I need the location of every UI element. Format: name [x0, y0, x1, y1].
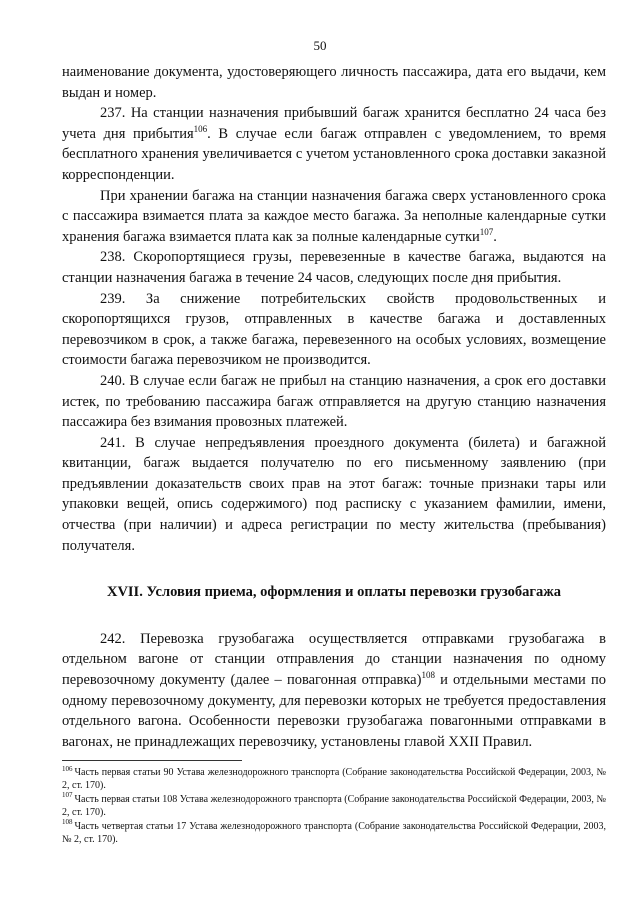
paragraph-storage-fee: При хранении багажа на станции назначения багажа сверх установленного срока с пассажира взимается плата за каждое место багажа. За неполные календарные сутки хранения багажа взимается плата как за полные календарные сутки$^{107}$.: [62, 187, 606, 245]
footnotes: [62, 760, 606, 846]
footnote-ref-107[interactable]: 107: [479, 226, 494, 237]
paragraph-242: 242. Перевозка грузобагажа осуществляется отправками грузобагажа в отдельном вагоне от станции отправления до станции назначения по одному перевозочному документу (далее – повагонная отправка)$^{108}$ и отдельными местами по одному перевозочному документу, для перевозки которых не требуется предоставления отдельного вагона. Особенности перевозки грузобагажа повагонными отправками в вагонах, не принадлежащих перевозчику, установлены главой XXII Правил.: [62, 630, 606, 750]
footnote-ref-106[interactable]: 106: [193, 123, 208, 134]
footnote-106: $^{106}$ Часть первая статьи 90 Устава железнодорожного транспорта (Собрание законодательства Российской Федерации, 2003, № 2, ст. 170).: [62, 764, 606, 792]
footnote-108: $^{108}$ Часть четвертая статьи 17 Устава железнодорожного транспорта (Собрание законодательства Российской Федерации, 2003, № 2, ст. 170).: [62, 818, 606, 846]
paragraph-237: 237. На станции назначения прибывший багаж хранится бесплатно 24 часа без учета дня прибытия$^{106}$. В случае если багаж отправлен с уведомлением, то время бесплатного хранения увеличивается с учетом установленного срока доставки заказной корреспонденции.: [62, 105, 606, 183]
footnote-ref-108[interactable]: 108: [421, 670, 435, 681]
paragraph-241: 241. В случае непредъявления проездного документа (билета) и багажной квитанции, багаж выдается получателю по его письменному заявлению (при предъявлении доказательств своих прав на этот багаж: точные признаки тары или упаковки вещей, опись содержимого) под расписку с указанием фамилии, имени, отчества (при наличии) и адреса регистрации по месту жительства (пребывания) получателя.: [62, 434, 606, 554]
paragraph-238: 238. Скоропортящиеся грузы, перевезенные в качестве багажа, выдаются на станции назначения багажа в течение 24 часов, следующих после дня прибытия.: [62, 249, 606, 286]
section-title: XVII. Условия приема, оформления и оплаты перевозки грузобагажа: [106, 584, 562, 601]
paragraph-240: 240. В случае если багаж не прибыл на станцию назначения, а срок его доставки истек, по требованию пассажира багаж отправляется на другую станцию назначения пассажира без взимания провозных платежей.: [62, 372, 606, 431]
footnote-divider: [62, 760, 242, 761]
body-text: [62, 62, 606, 752]
footnote-107: $^{107}$ Часть первая статьи 108 Устава железнодорожного транспорта (Собрание законодательства Российской Федерации, 2003, № 2, ст. 170).: [62, 791, 606, 819]
paragraph-continuation: наименование документа, удостоверяющего личность пассажира, дата его выдачи, кем выдан и номер.: [62, 64, 606, 101]
page-number: 50: [313, 38, 327, 53]
paragraph-239: 239. За снижение потребительских свойств продовольственных и скоропортящихся грузов, отправленных в качестве багажа и доставленных перевозчиком в срок, а также багажа, перевезенного на особых условиях, возмещение стоимости багажа перевозчиком не производится.: [62, 290, 606, 369]
